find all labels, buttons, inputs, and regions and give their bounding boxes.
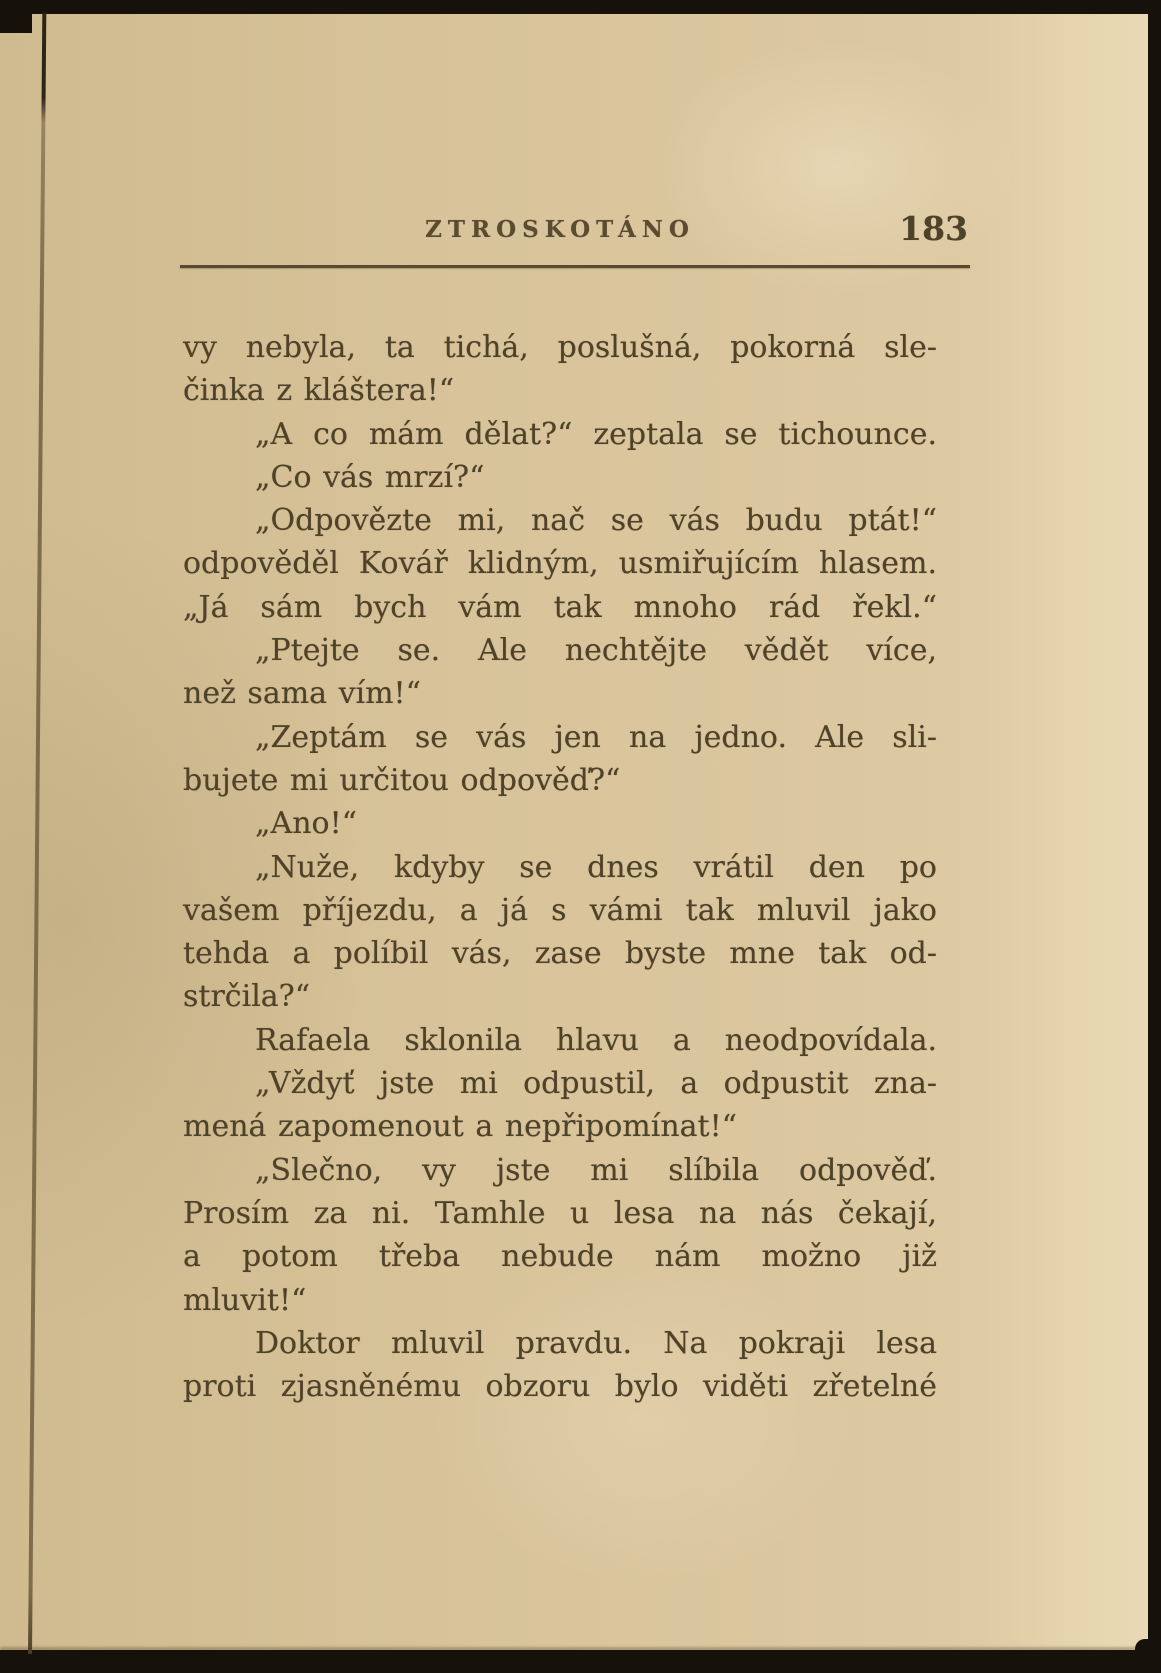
text-line: mená zapomenout a nepřipomínat!“ — [183, 1109, 737, 1145]
text-line: „Ano!“ — [255, 806, 357, 842]
text-line: vašem příjezdu, a já s vámi tak mluvil jako — [183, 892, 937, 928]
text-line: „Zeptám se vás jen na jedno. Ale sli- — [255, 719, 937, 755]
text-line: tehda a políbil vás, zase byste mne tak od- — [183, 936, 937, 972]
text-line: „A co mám dělat?“ zeptala se tichounce. — [255, 416, 937, 452]
text-line: „Co vás mrzí?“ — [255, 459, 485, 495]
text-line: „Ptejte se. Ale nechtějte vědět více, — [255, 633, 937, 669]
scan-edge-bottom-right-corner — [1135, 1639, 1161, 1673]
text-line: a potom třeba nebude nám možno již — [183, 1239, 937, 1275]
text-line: činka z kláštera!“ — [183, 373, 455, 409]
text-line: vy nebyla, ta tichá, poslušná, pokorná sle- — [183, 330, 937, 365]
text-line: než sama vím!“ — [183, 676, 421, 712]
text-line: „Nuže, kdyby se dnes vrátil den po — [255, 849, 937, 885]
page-gutter-crease — [28, 12, 46, 1654]
text-line: „Já sám bych vám tak mnoho rád řekl.“ — [183, 589, 937, 625]
text-line: Doktor mluvil pravdu. Na pokraji lesa — [255, 1325, 937, 1361]
text-line: „Slečno, vy jste mi slíbila odpověď. — [255, 1152, 937, 1188]
page-number: 183 — [899, 209, 968, 248]
scan-edge-top-left-corner — [0, 0, 32, 33]
scan-edge-right — [1148, 0, 1161, 1673]
body-text — [183, 326, 937, 1408]
text-line: strčila?“ — [183, 979, 311, 1015]
text-line: mluvit!“ — [183, 1282, 307, 1318]
text-line: Rafaela sklonila hlavu a neodpovídala. — [255, 1022, 937, 1058]
running-title: ZTROSKOTÁNO — [425, 216, 695, 243]
scan-edge-bottom — [0, 1650, 1161, 1673]
text-line: „Odpovězte mi, nač se vás budu ptát!“ — [255, 503, 937, 539]
scan-edge-top — [0, 0, 1161, 14]
header-rule — [180, 265, 970, 268]
text-line: „Vždyť jste mi odpustil, a odpustit zna- — [255, 1066, 937, 1102]
text-line: proti zjasněnému obzoru bylo viděti zřetelné — [183, 1369, 937, 1405]
text-line: Prosím za ni. Tamhle u lesa na nás čekají, — [183, 1195, 937, 1231]
text-line: bujete mi určitou odpověď?“ — [183, 762, 621, 798]
text-line: odpověděl Kovář klidným, usmiřujícím hlasem. — [183, 546, 937, 582]
